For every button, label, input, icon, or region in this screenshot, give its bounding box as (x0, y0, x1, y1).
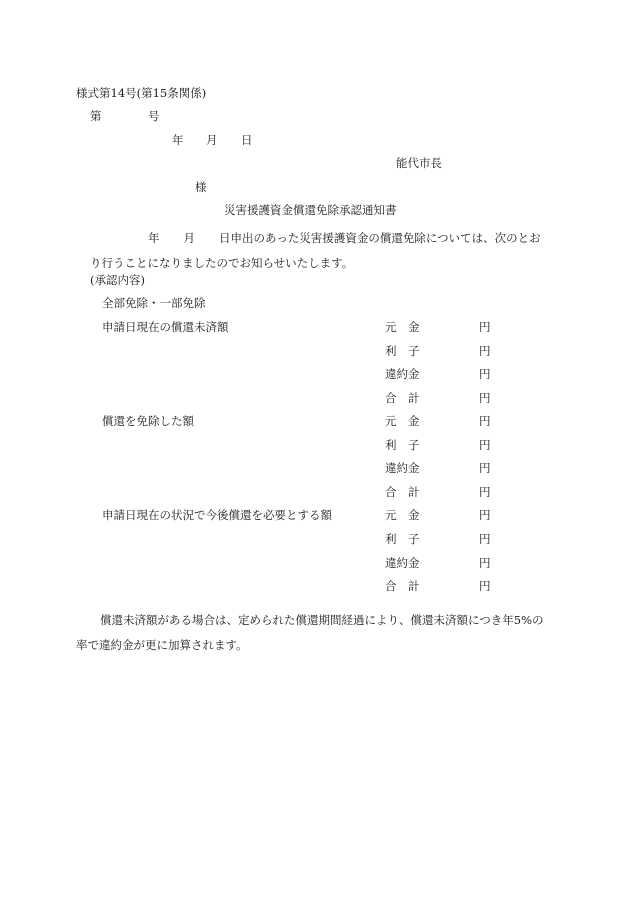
number-dai: 第 (90, 109, 102, 123)
item-label: 違約金 (385, 461, 420, 475)
item-label-2: 子 (408, 438, 420, 452)
item-label-1: 合 (385, 579, 397, 593)
item-label-2: 金 (408, 508, 420, 522)
item-label-1: 合 (385, 391, 397, 405)
penalty-note: 償還未済額がある場合は、定められた償還期間経過により、償還未済額につき年5%の率で違約金が更に加算されます。 (76, 613, 544, 652)
item-label-1: 合 (385, 485, 397, 499)
body-paragraph (90, 226, 550, 276)
yen-unit: 円 (479, 579, 491, 593)
document-title: 災害援護資金償還免除承認通知書 (224, 203, 397, 217)
amount-row (0, 487, 630, 501)
item-label-2: 金 (408, 414, 420, 428)
yen-unit: 円 (479, 556, 491, 570)
group-label: 償還を免除した額 (102, 414, 194, 428)
item-label: 違約金 (385, 556, 420, 570)
amount-row (0, 510, 630, 524)
date-year: 年 (172, 133, 184, 147)
item-label-2: 計 (408, 391, 420, 405)
amount-row (0, 534, 630, 548)
item-label-2: 計 (408, 485, 420, 499)
yen-unit: 円 (479, 414, 491, 428)
addressee-suffix: 様 (195, 180, 207, 194)
amount-row (0, 322, 630, 336)
issuer: 能代市長 (396, 156, 442, 170)
group-label: 申請日現在の償還未済額 (102, 320, 229, 334)
exemption-type: 全部免除・一部免除 (102, 296, 206, 310)
section-heading: (承認内容) (90, 273, 145, 287)
item-label-2: 金 (408, 320, 420, 334)
item-label-2: 子 (408, 344, 420, 358)
item-label-1: 元 (385, 320, 397, 334)
amount-row (0, 440, 630, 454)
amount-row (0, 558, 630, 572)
yen-unit: 円 (479, 438, 491, 452)
group-label: 申請日現在の状況で今後償還を必要とする額 (102, 508, 332, 522)
amount-row (0, 393, 630, 407)
amount-row (0, 416, 630, 430)
date-day: 日 (241, 133, 253, 147)
item-label-2: 計 (408, 579, 420, 593)
item-label-1: 利 (385, 438, 397, 452)
yen-unit: 円 (479, 344, 491, 358)
form-label: 様式第14号(第15条関係) (76, 86, 207, 100)
yen-unit: 円 (479, 367, 491, 381)
yen-unit: 円 (479, 391, 491, 405)
yen-unit: 円 (479, 532, 491, 546)
body-year: 年 (148, 231, 160, 245)
amount-row (0, 346, 630, 360)
amount-row (0, 463, 630, 477)
yen-unit: 円 (479, 320, 491, 334)
item-label-1: 利 (385, 344, 397, 358)
item-label-1: 利 (385, 532, 397, 546)
item-label: 違約金 (385, 367, 420, 381)
body-text: 日申出のあった災害援護資金の償還免除については、次のとおり行うことになりましたのでお知らせいたします。 (90, 231, 541, 270)
yen-unit: 円 (479, 485, 491, 499)
number-go: 号 (148, 109, 160, 123)
amount-row (0, 369, 630, 383)
yen-unit: 円 (479, 461, 491, 475)
item-label-2: 子 (408, 532, 420, 546)
date-month: 月 (206, 133, 218, 147)
item-label-1: 元 (385, 414, 397, 428)
body-month: 月 (183, 231, 195, 245)
amount-row (0, 581, 630, 595)
yen-unit: 円 (479, 508, 491, 522)
item-label-1: 元 (385, 508, 397, 522)
